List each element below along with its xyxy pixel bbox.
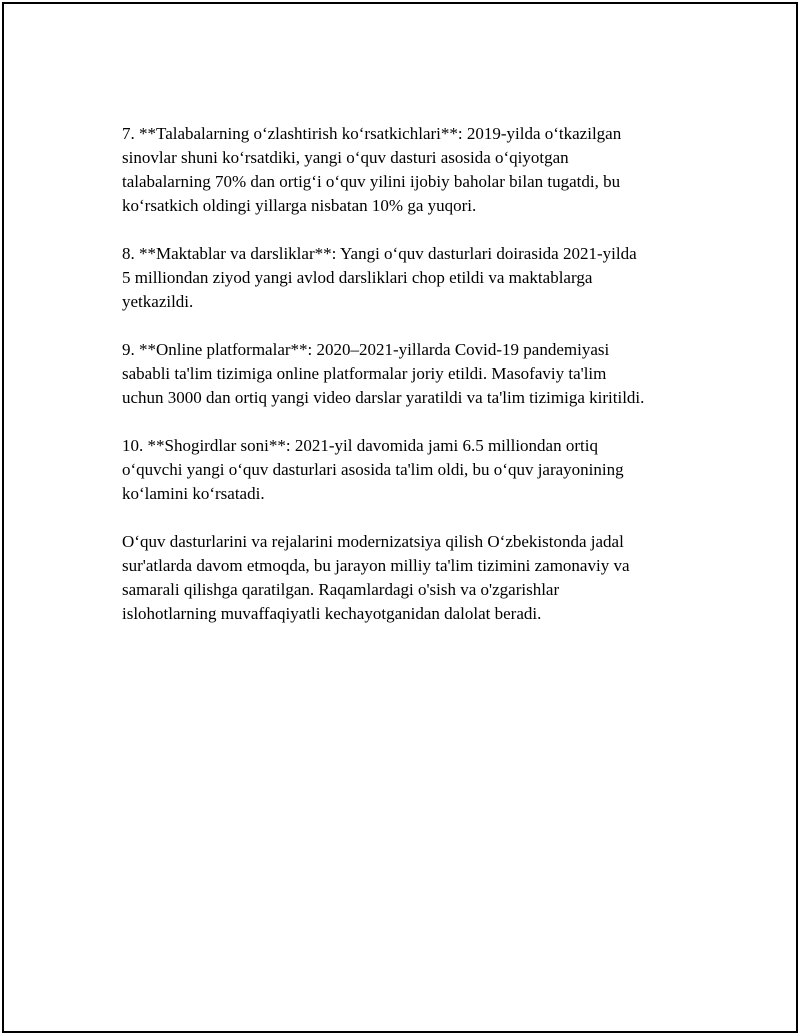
conclusion-paragraph: O‘quv dasturlarini va rejalarini modernizatsiya qilish O‘zbekistonda jadal sur'atlarda davom etmoqda, bu jarayon milliy ta'lim tizimini zamonaviy va samarali qilishga qaratilgan. Raqamlardagi o'sish va o'zgarishlar islohotlarning muvaffaqiyatli kechayotganidan dalolat beradi.	[122, 532, 630, 623]
page-frame	[2, 2, 798, 1033]
paragraph-item-7: 7. **Talabalarning o‘zlashtirish ko‘rsatkichlari**: 2019-yilda o‘tkazilgan sinovlar shuni ko‘rsatdiki, yangi o‘quv dasturi asosida o‘qiyotgan talabalarning 70% dan ortig‘i o‘quv yilini ijobiy baholar bilan tugatdi, bu ko‘rsatkich oldingi yillarga nisbatan 10% ga yuqori.	[122, 124, 622, 215]
paragraph-item-10: 10. **Shogirdlar soni**: 2021-yil davomida jami 6.5 milliondan ortiq o‘quvchi yangi o‘quv dasturlari asosida ta'lim oldi, bu o‘quv jarayonining ko‘lamini ko‘rsatadi.	[122, 436, 624, 503]
document-body	[122, 122, 702, 650]
paragraph-item-9: 9. **Online platformalar**: 2020–2021-yillarda Covid-19 pandemiyasi sababli ta'lim tizimiga online platformalar joriy etildi. Masofaviy ta'lim uchun 3000 dan ortiq yangi video darslar yaratildi va ta'lim tizimiga kiritildi.	[122, 340, 645, 407]
paragraph-item-8: 8. **Maktablar va darsliklar**: Yangi o‘quv dasturlari doirasida 2021-yilda 5 milliondan ziyod yangi avlod darsliklari chop etildi va maktablarga yetkazildi.	[122, 244, 637, 311]
